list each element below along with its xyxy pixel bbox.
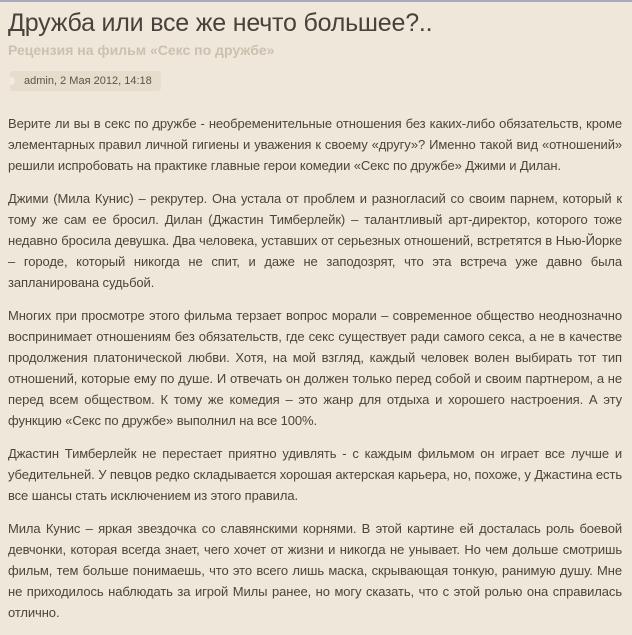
tag-notch-icon — [10, 77, 15, 85]
paragraph: Мила Кунис – яркая звездочка со славянскими корнями. В этой картине ей досталась роль боевой девчонки, которая всегда знает, чего хочет от жизни и никогда не унывает. Но чем дольше смотришь фильм, тем больше понимаешь, что это всего лишь маска, скрывающая тонкую, ранимую душу. Мне не приходилось наблюдать за игрой Милы ранее, но могу сказать, что с этой ролью она справилась отлично. — [8, 521, 622, 620]
paragraph: Верите ли вы в секс по дружбе - необременительные отношения без каких-либо обязательств, кроме элементарных правил личной гигиены и уважения к своему «другу»? Именно такой вид «отношений» решили испробовать на практике главные герои комедии «Секс по дружбе» Джими и Дилан. — [8, 116, 622, 173]
post-meta-text: admin, 2 Мая 2012, 14:18 — [24, 75, 152, 87]
article-subtitle: Рецензия на фильм «Секс по дружбе» — [8, 42, 275, 58]
post-meta-badge — [10, 71, 161, 91]
paragraph: Джими (Мила Кунис) – рекрутер. Она устала от проблем и разногласий со своим парнем, который к тому же сам ее бросил. Дилан (Джастин Тимберлейк) – талантливый арт-директор, которого тоже недавно бросила девушка. Два человека, уставших от серьезных отношений, встретятся в Нью-Йорке – городе, который никогда не спит, и даже не заподозрят, что эта встреча уже давно была запланирована судьбой. — [8, 191, 622, 290]
top-border — [0, 0, 632, 2]
article — [8, 6, 622, 635]
article-title: Дружба или все же нечто большее?.. — [8, 9, 433, 37]
article-body — [8, 113, 622, 623]
paragraph: Джастин Тимберлейк не перестает приятно удивлять - с каждым фильмом он играет все лучше и убедительней. У певцов редко складывается хорошая актерская карьера, но, похоже, у Джастина есть все шансы стать исключением из этого правила. — [8, 446, 622, 503]
paragraph: Многих при просмотре этого фильма терзает вопрос морали – современное общество неоднозначно воспринимает отношениям без обязательств, где секс существует ради самого секса, а не в качестве продолжения платонической любви. Хотя, на мой взгляд, каждый человек волен выбирать тот тип отношений, которые ему по душе. И отвечать он должен только перед собой и своим партнером, а не перед всем обществом. К тому же комедия – это жанр для отдыха и хорошего настроения. А эту функцию «Секс по дружбе» выполнил на все 100%. — [8, 308, 622, 428]
